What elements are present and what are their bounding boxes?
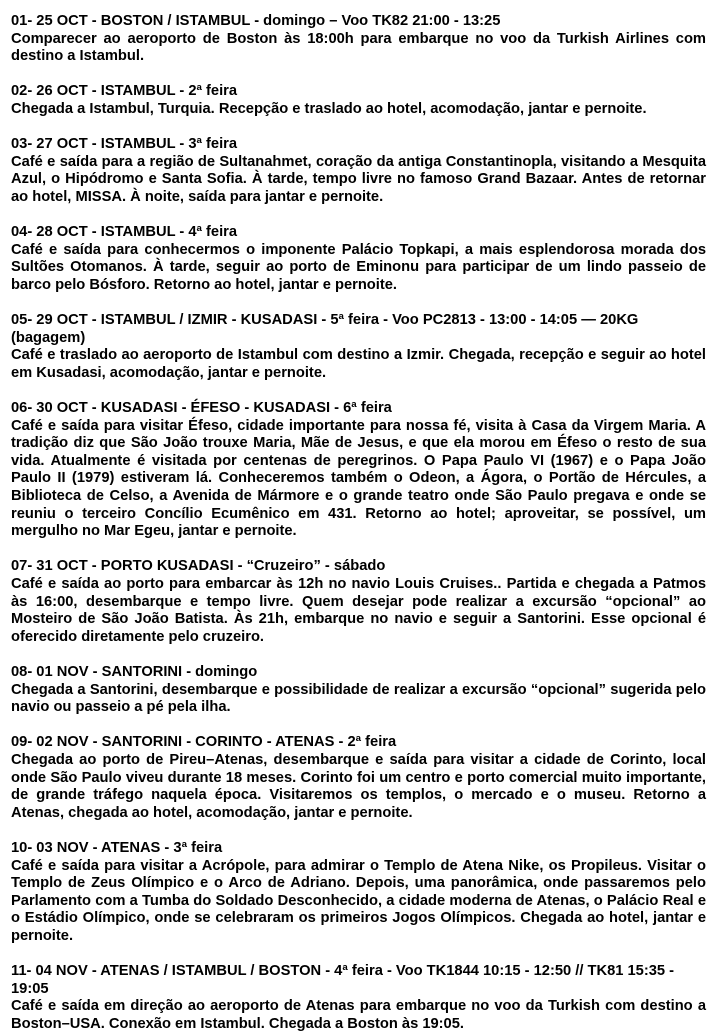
day-01-body: Comparecer ao aeroporto de Boston às 18:00h para embarque no voo da Turkish Airlines com destino a Istambul. xyxy=(11,30,706,65)
day-06-body: Café e saída para visitar Éfeso, cidade importante para nossa fé, visita à Casa da Virgem Maria. A tradição diz que São João trouxe Maria, Mãe de Jesus, e que ela morou em Éfeso o resto de sua vida. Atualmente é visitada por centenas de peregrinos. O Papa Paulo VI (1967) e o Papa João Paulo II (1979) estiveram lá. Conheceremos também o Odeon, a Ágora, o Portão de Hércules, a Biblioteca de Celso, a Avenida de Mármore e o grande teatro onde São Paulo pregava e onde se reuniu o terceiro Concílio Ecumênico em 431. Retorno ao hotel; aproveitar, se possível, um mergulho no Mar Egeu, jantar e pernoite. xyxy=(11,417,706,540)
day-08-body: Chegada a Santorini, desembarque e possibilidade de realizar a excursão “opcional” sugerida pelo navio ou passeio a pé pela ilha. xyxy=(11,681,706,716)
day-10-body: Café e saída para visitar a Acrópole, para admirar o Templo de Atena Nike, os Propileus. Visitar o Templo de Zeus Olímpico e o Arco de Adriano. Depois, uma panorâmica, onde passaremos pelo Parlamento com a Tumba do Soldado Desconhecido, a cidade moderna de Atenas, o Palácio Real e o Estádio Olímpico, onde se celebraram os primeiros Jogos Olímpicos. Chegada ao hotel, jantar e pernoite. xyxy=(11,857,706,944)
itinerary-day-03 xyxy=(11,136,706,206)
itinerary-day-01 xyxy=(11,13,706,66)
day-07-body: Café e saída ao porto para embarcar às 12h no navio Louis Cruises.. Partida e chegada a Patmos às 16:00, desembarque e tempo livre. Quem desejar pode realizar a excursão “opcional” ao Mosteiro de São João Batista. Às 21h, embarque no navio e seguir a Santorini. Esse opcional é oferecido diretamente pelo cruzeiro. xyxy=(11,576,706,645)
itinerary-day-11 xyxy=(11,963,706,1033)
day-11-body: Café e saída em direção ao aeroporto de Atenas para embarque no voo da Turkish com destino a Boston–USA. Conexão em Istambul. Chegada a Boston às 19:05. xyxy=(11,998,706,1032)
day-04-body: Café e saída para conhecermos o imponente Palácio Topkapi, a mais esplendorosa morada dos Sultões Otomanos. À tarde, seguir ao porto de Eminonu para participar de um lindo passeio de barco pelo Bósforo. Retorno ao hotel, jantar e pernoite. xyxy=(11,241,706,293)
itinerary-day-10 xyxy=(11,840,706,946)
itinerary-document xyxy=(11,13,706,1033)
day-02-heading: 02- 26 OCT - ISTAMBUL - 2ª feira xyxy=(11,83,238,100)
day-05-body: Café e traslado ao aeroporto de Istambul com destino a Izmir. Chegada, recepção e seguir ao hotel em Kusadasi, acomodação, jantar e pernoite. xyxy=(11,347,706,381)
day-03-heading: 03- 27 OCT - ISTAMBUL - 3ª feira xyxy=(11,136,238,153)
day-08-heading: 08- 01 NOV - SANTORINI - domingo xyxy=(11,663,258,680)
day-06-heading: 06- 30 OCT - KUSADASI - ÉFESO - KUSADASI - 6ª feira xyxy=(11,400,392,417)
itinerary-day-07 xyxy=(11,558,706,646)
day-09-body: Chegada ao porto de Pireu–Atenas, desembarque e saída para visitar a cidade de Corinto, local onde São Paulo viveu durante 18 meses. Corinto foi um centro e porto comercial muito importante, de grande tráfego naquela época. Visitaremos os templos, o mercado e o museu. Retorno a Atenas, chegada ao hotel, acomodação, jantar e pernoite. xyxy=(11,751,706,821)
day-10-heading: 10- 03 NOV - ATENAS - 3ª feira xyxy=(11,839,223,856)
itinerary-day-02 xyxy=(11,83,706,118)
day-05-heading: 05- 29 OCT - ISTAMBUL / IZMIR - KUSADASI - 5ª feira - Voo PC2813 - 13:00 - 14:05 — 20KG (bagagem) xyxy=(11,312,643,346)
day-03-body: Café e saída para a região de Sultanahmet, coração da antiga Constantinopla, visitando a Mesquita Azul, o Hipódromo e Santa Sofia. À tarde, tempo livre no famoso Grand Bazaar. Antes de retornar ao hotel, MISSA. À noite, saída para jantar e pernoite. xyxy=(11,153,706,205)
day-02-body: Chegada a Istambul, Turquia. Recepção e traslado ao hotel, acomodação, jantar e pernoite. xyxy=(11,100,647,117)
day-04-heading: 04- 28 OCT - ISTAMBUL - 4ª feira xyxy=(11,224,238,241)
itinerary-day-08 xyxy=(11,664,706,717)
itinerary-day-06 xyxy=(11,400,706,541)
day-11-heading: 11- 04 NOV - ATENAS / ISTAMBUL / BOSTON - 4ª feira - Voo TK1844 10:15 - 12:50 // TK81 15:35 - 19:05 xyxy=(11,963,679,997)
itinerary-day-04 xyxy=(11,224,706,294)
itinerary-day-05 xyxy=(11,312,706,382)
day-01-heading: 01- 25 OCT - BOSTON / ISTAMBUL - domingo – Voo TK82 21:00 - 13:25 xyxy=(11,13,501,29)
itinerary-day-09 xyxy=(11,734,706,822)
day-07-heading: 07- 31 OCT - PORTO KUSADASI - “Cruzeiro” - sábado xyxy=(11,558,386,575)
day-09-heading: 09- 02 NOV - SANTORINI - CORINTO - ATENAS - 2ª feira xyxy=(11,734,397,751)
